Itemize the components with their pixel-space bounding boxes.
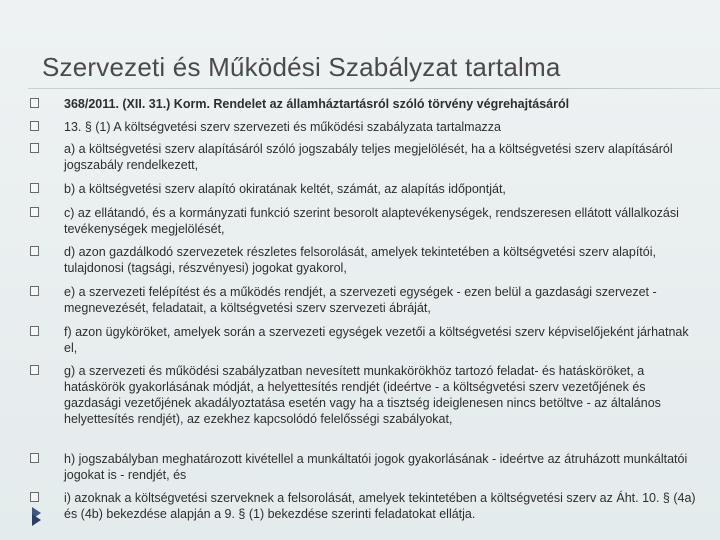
square-bullet-icon [30,365,39,375]
item-text: d) azon gazdálkodó szervezetek részletes felsorolását, amelyek tekintetében a költségvetési szerv alapítói, tulajdonosi (tagsági, részvényesi) jogokat gyakorol, [64,245,656,275]
square-bullet-icon [30,453,39,463]
square-bullet-icon [30,286,39,296]
item-text: 368/2011. (XII. 31.) Korm. Rendelet az államháztartásról szóló törvény végrehajtásáról [64,97,570,111]
square-bullet-icon [30,492,39,502]
square-bullet-icon [30,121,39,131]
square-bullet-icon [30,326,39,336]
square-bullet-icon [30,246,39,256]
item-text: a) a költségvetési szerv alapításáról szóló jogszabály teljes megjelölését, ha a költségvetési szerv alapításáról jogszabály rendelkezett, [64,142,673,172]
item-text: g) a szervezeti és működési szabályzatban nevesített munkakörökhöz tartozó feladat- és hatásköröket, a hatáskörök gyakorlásának módját, a helyettesítés rendjét (ideértve - a költségvetési szerv vezetőjének és gazdasági vezetőjének akadályoztatása esetén vagy ha a tisztség ideiglenesen nincs betöltve - az általános helyettesítés rendjét), az ezekhez kapcsolódó felelősségi szabályokat, [64,364,661,426]
item-text: f) azon ügyköröket, amelyek során a szervezeti egységek vezetői a költségvetési szerv képviselőjeként járhatnak el, [64,325,689,355]
item-text: e) a szervezeti felépítést és a működés rendjét, a szervezeti egységek - ezen belül a gazdasági szervezet - megnevezését, feladatait, a költségvetési szerv szervezeti ábráját, [64,285,657,315]
square-bullet-icon [30,207,39,217]
item-text: i) azoknak a költségvetési szerveknek a felsorolását, amelyek tekintetében a költségvetési szerv az Áht. 10. § (4a) és (4b) bekezdése alapján a 9. § (1) bekezdése szerinti feladatokat ellátja. [64,491,696,521]
slide-title: Szervezeti és Működési Szabályzat tartalma [42,52,561,82]
square-bullet-icon [30,183,39,193]
play-arrow-shadow-icon [32,514,41,526]
square-bullet-icon [30,98,39,108]
item-text: 13. § (1) A költségvetési szerv szervezeti és működési szabályzata tartalmazza [64,120,501,134]
item-text: h) jogszabályban meghatározott kivétellel a munkáltatói jogok gyakorlásának - ideértve az átruházott munkáltatói jogokat is - rendjét, és [64,452,688,482]
item-text: b) a költségvetési szerv alapító okiratának keltét, számát, az alapítás időpontját, [64,182,506,196]
item-text: c) az ellátandó, és a kormányzati funkció szerint besorolt alaptevékenységek, rendszeresen ellátott vállalkozási tevékenységek megjelölését, [64,206,679,236]
square-bullet-icon [30,143,39,153]
